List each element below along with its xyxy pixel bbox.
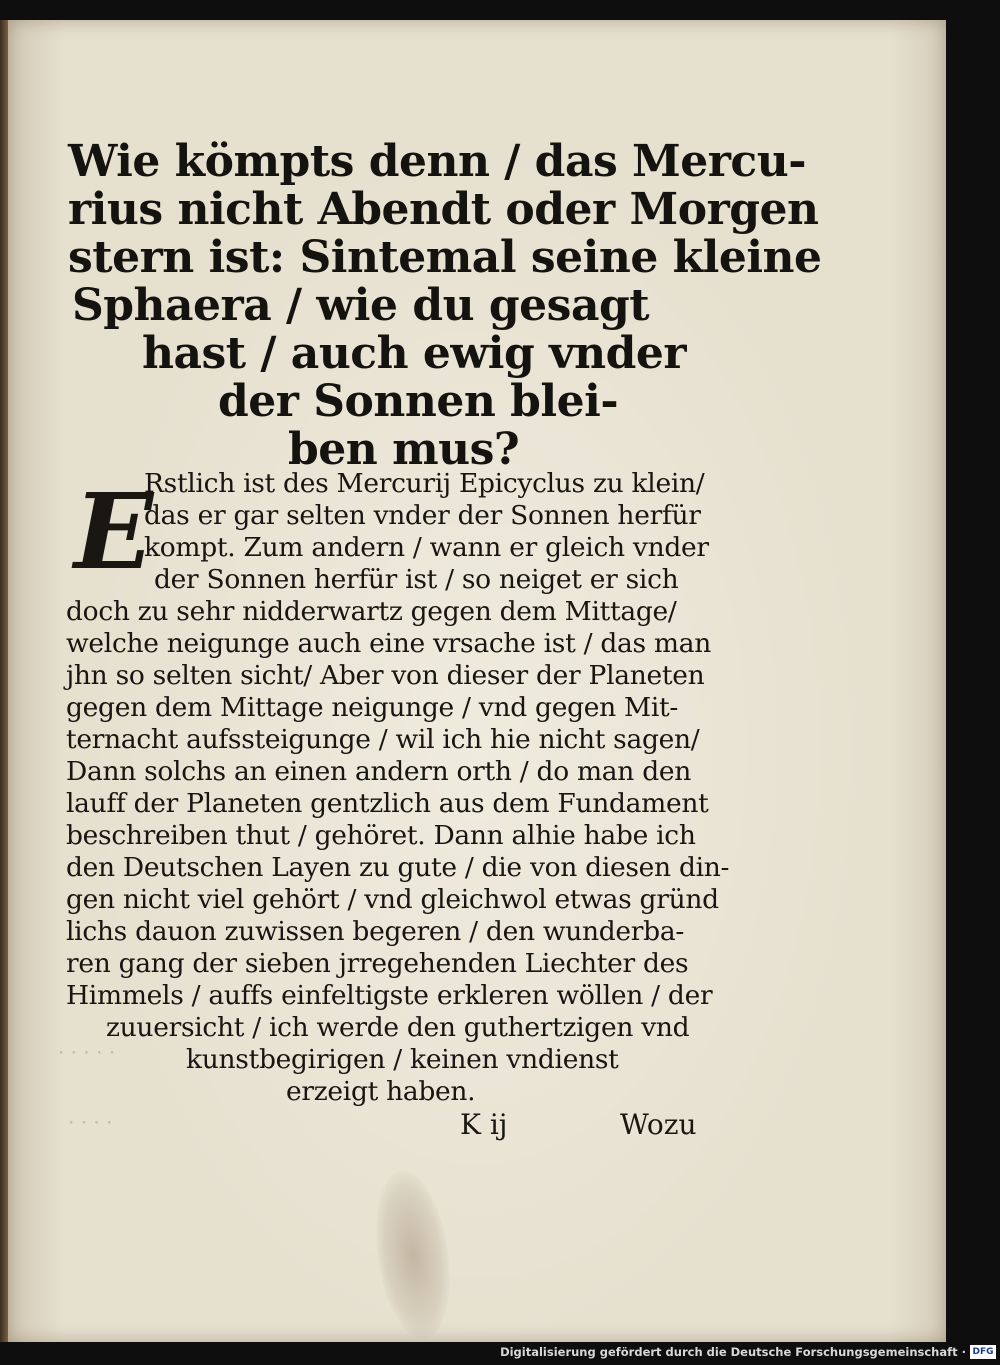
text-line: welche neigunge auch eine vrsache ist / das man [66,628,712,659]
text-line: ternacht aufssteigunge / wil ich hie nicht sagen/ [66,724,700,755]
heading-line: ben mus? [288,424,520,475]
text-line: beschreiben thut / gehöret. Dann alhie habe ich [66,820,696,851]
signature-mark: K ij [460,1108,508,1141]
text-line: das er gar selten vnder der Sonnen herfür [144,500,701,531]
digitization-footer [500,1343,996,1361]
catchword: Wozu [620,1108,697,1141]
heading-line: stern ist: Sintemal seine kleine [68,232,822,283]
heading-line: Wie kömpts denn / das Mercu- [68,136,806,187]
text-line: lauff der Planeten gentzlich aus dem Fundament [66,788,709,819]
text-line: doch zu sehr nidderwartz gegen dem Mittage/ [66,596,677,627]
book-page [8,20,946,1342]
text-line: jhn so selten sicht/ Aber von dieser der Planeten [66,660,705,691]
text-line: Rstlich ist des Mercurij Epicyclus zu klein/ [144,468,705,499]
text-line: den Deutschen Layen zu gute / die von diesen din- [66,852,730,883]
heading-line: hast / auch ewig vnder [142,328,687,379]
text-line: Himmels / auffs einfeltigste erkleren wöllen / der [66,980,713,1011]
text-line: lichs dauon zuwissen begeren / den wunderba- [66,916,684,947]
text-line: ren gang der sieben jrregehenden Liechter des [66,948,689,979]
show-through-text: · · · · [68,1110,113,1134]
text-line: kunstbegirigen / keinen vndienst [186,1044,619,1075]
text-line: kompt. Zum andern / wann er gleich vnder [144,532,709,563]
drop-cap-initial: E [74,470,154,593]
text-line: zuuersicht / ich werde den guthertzigen vnd [106,1012,690,1043]
dfg-logo: DFG [970,1345,996,1359]
text-line: Dann solchs an einen andern orth / do man den [66,756,692,787]
show-through-text: · · · · · [58,1040,116,1064]
funding-credit: Digitalisierung gefördert durch die Deutsche Forschungsgemeinschaft · [500,1345,966,1359]
heading-line: rius nicht Abendt oder Morgen [68,184,819,235]
text-line: gen nicht viel gehört / vnd gleichwol etwas gründ [66,884,719,915]
paper-stain [367,1166,460,1344]
text-line: gegen dem Mittage neigunge / vnd gegen Mit- [66,692,679,723]
heading-line: der Sonnen blei- [218,376,619,427]
text-line: erzeigt haben. [286,1076,476,1107]
heading-line: Sphaera / wie du gesagt [72,280,650,331]
text-line: der Sonnen herfür ist / so neiget er sich [154,564,679,595]
